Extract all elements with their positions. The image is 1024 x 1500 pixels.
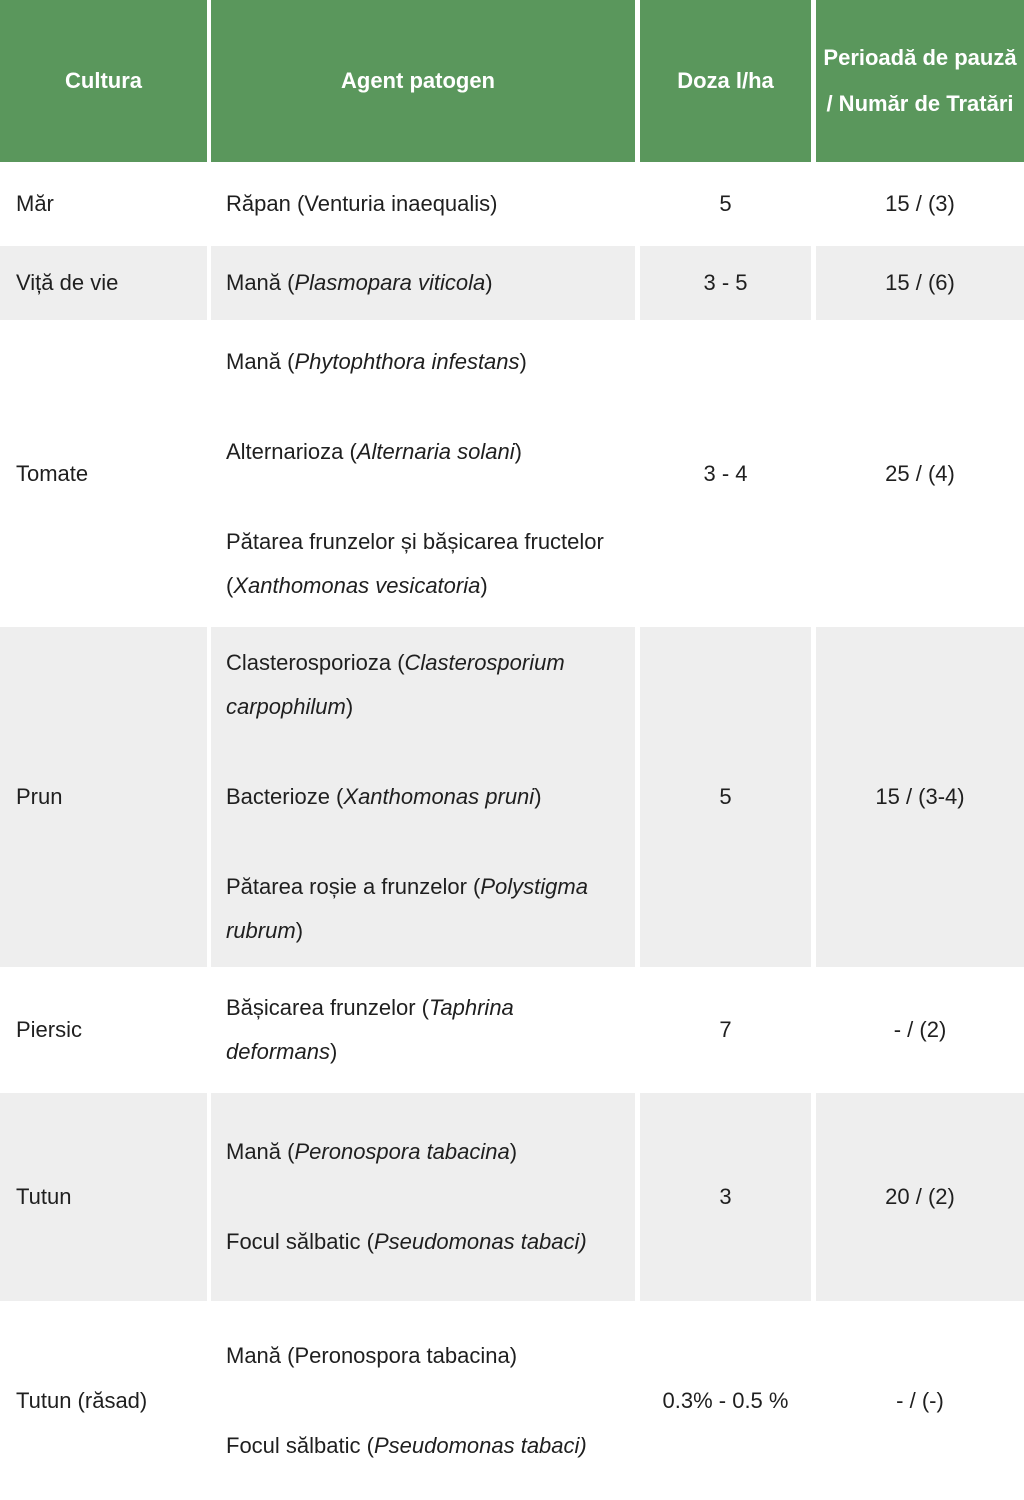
pause-cell: 25 / (4)	[816, 320, 1024, 627]
pathogen-entry	[226, 1220, 587, 1264]
pathogen-text: Pătarea frunzelor și bășicarea fructelor (	[226, 528, 604, 598]
pathogen-cell	[211, 246, 635, 320]
crop-cell: Piersic	[0, 967, 207, 1093]
pathogen-latin-name: Peronospora tabacina	[294, 1139, 510, 1164]
pathogen-text: Mană (	[226, 348, 295, 374]
pathogen-latin-name: Xanthomonas pruni	[343, 784, 535, 809]
pathogen-text: )	[295, 918, 304, 943]
pathogen-text: )	[534, 784, 542, 809]
pathogen-latin-name: Alternaria solani	[356, 438, 515, 464]
pathogen-entry	[226, 261, 493, 305]
pathogen-text: )	[485, 270, 493, 295]
pathogen-entry	[226, 1424, 587, 1468]
dose-cell: 5	[640, 162, 811, 246]
header-crop: Cultura	[0, 0, 207, 162]
table-row	[0, 320, 1024, 627]
table-row	[0, 1301, 1024, 1500]
pathogen-text: )	[345, 694, 354, 719]
pathogen-entry	[226, 775, 542, 819]
table-header-row	[0, 0, 1024, 162]
pathogen-latin-name: Phytophthora infestans	[294, 348, 520, 374]
crop-cell: Măr	[0, 162, 207, 246]
dose-cell: 7	[640, 967, 811, 1093]
header-dose: Doza l/ha	[640, 0, 811, 162]
pause-cell: 15 / (6)	[816, 246, 1024, 320]
pathogen-text: Alternarioza (	[226, 438, 357, 464]
pathogen-cell	[211, 627, 635, 967]
dose-cell: 3 - 5	[640, 246, 811, 320]
pathogen-text: )	[480, 572, 488, 598]
pathogen-entry	[226, 1334, 517, 1378]
pathogen-cell	[211, 320, 635, 627]
pathogen-latin-name: Plasmopara viticola	[294, 270, 486, 295]
header-pause: Perioadă de pauză / Număr de Tratări	[816, 0, 1024, 162]
pause-cell: 15 / (3-4)	[816, 627, 1024, 967]
dose-cell: 3	[640, 1093, 811, 1301]
pathogen-entry	[226, 865, 625, 953]
pathogen-text: Bășicarea frunzelor (	[226, 995, 429, 1020]
pathogen-text: Clasterosporioza (	[226, 650, 405, 675]
dose-cell: 0.3% - 0.5 %	[640, 1301, 811, 1500]
pause-cell: 20 / (2)	[816, 1093, 1024, 1301]
pathogen-text: Mană (	[226, 1139, 295, 1164]
pathogen-latin-name: Taphrina deformans	[226, 995, 514, 1064]
pathogen-latin-name: Pseudomonas tabaci)	[373, 1432, 587, 1458]
pathogen-cell	[211, 1093, 635, 1301]
pathogen-latin-name: Polystigma rubrum	[226, 874, 588, 943]
pathogen-entry	[226, 1130, 517, 1174]
pathogen-latin-name: Xanthomonas vesicatoria	[233, 572, 481, 598]
table-row	[0, 1093, 1024, 1301]
table-row	[0, 246, 1024, 320]
pause-cell: - / (-)	[816, 1301, 1024, 1500]
crop-cell: Tutun	[0, 1093, 207, 1301]
pathogen-entry	[226, 986, 625, 1074]
pathogen-text: Focul sălbatic (	[226, 1229, 374, 1254]
pathogen-cell	[211, 1301, 635, 1500]
pathogen-text: )	[519, 348, 527, 374]
pathogen-text: )	[329, 1039, 338, 1064]
pathogen-cell	[211, 967, 635, 1093]
header-pathogen: Agent patogen	[211, 0, 635, 162]
pathogen-entry	[226, 520, 625, 608]
pathogen-cell	[211, 162, 635, 246]
crop-cell: Prun	[0, 627, 207, 967]
table-row	[0, 162, 1024, 246]
pathogen-entry	[226, 340, 527, 384]
pathogen-text: Focul sălbatic (	[226, 1432, 374, 1458]
crop-cell: Viță de vie	[0, 246, 207, 320]
dose-cell: 5	[640, 627, 811, 967]
pathogen-text: Mană (Peronospora tabacina)	[226, 1342, 518, 1368]
dose-cell: 3 - 4	[640, 320, 811, 627]
pathogen-latin-name: Pseudomonas tabaci)	[373, 1229, 587, 1254]
crop-cell: Tutun (răsad)	[0, 1301, 207, 1500]
crop-cell: Tomate	[0, 320, 207, 627]
pathogen-text: Bacterioze (	[226, 784, 344, 809]
pathogen-text: )	[509, 1139, 518, 1164]
pathogen-text: )	[514, 438, 522, 464]
pathogen-text: Pătarea roșie a frunzelor (	[226, 874, 481, 899]
pathogen-entry	[226, 430, 522, 474]
pathogen-text: Răpan (Venturia inaequalis)	[226, 191, 498, 216]
pause-cell: - / (2)	[816, 967, 1024, 1093]
table-row	[0, 967, 1024, 1093]
pathogen-entry	[226, 641, 625, 729]
pathogen-entry	[226, 182, 498, 226]
pathogen-latin-name: Clasterosporium carpophilum	[226, 650, 565, 719]
table-row	[0, 627, 1024, 967]
pathogen-text: Mană (	[226, 270, 295, 295]
pause-cell: 15 / (3)	[816, 162, 1024, 246]
